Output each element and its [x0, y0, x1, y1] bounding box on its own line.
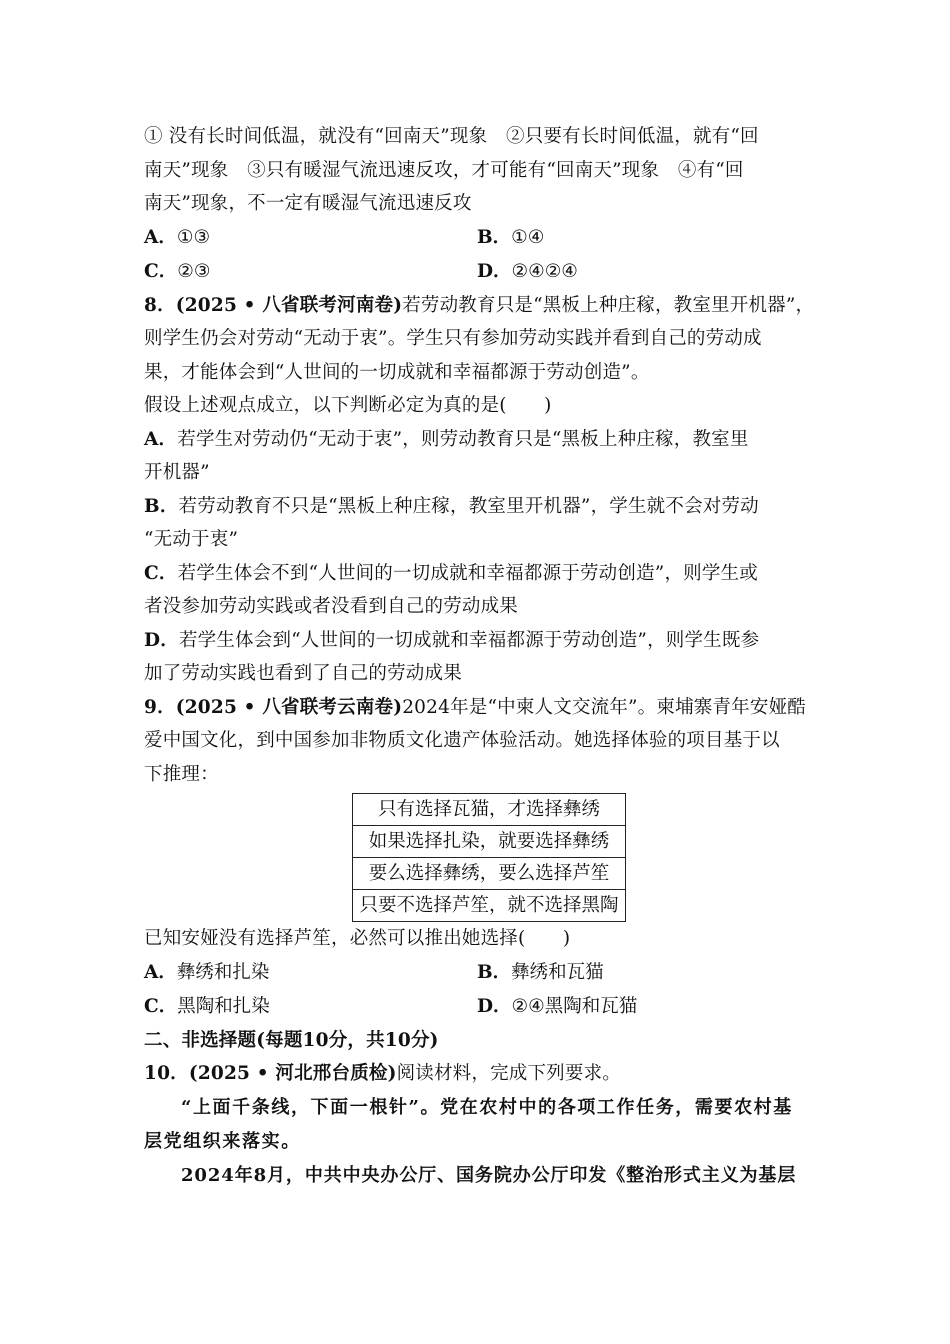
q7-option-b: B．①④ [477, 226, 545, 248]
q9-stem [144, 691, 810, 792]
table-row [353, 890, 625, 922]
table-row [353, 826, 625, 858]
q7-option-d: D．②④②④ [477, 260, 578, 282]
q9-option-d: D．②④黑陶和瓦猫 [477, 995, 638, 1017]
q8-stem [144, 289, 815, 423]
q8-question: 假设上述观点成立，以下判断必定为真的是( ) [144, 395, 552, 416]
material-line: “上面千条线，下面一根针”。党在农村中的各项工作任务，需要农村基 [181, 1096, 793, 1118]
q8-option-d: D．若学生体会到“人世间的一切成就和幸福都源于劳动创造”，则学生既参 加了劳动实践也看到了自己的劳动成果 [144, 629, 760, 684]
q9-option-c: C．黑陶和扎染 [144, 995, 270, 1017]
q8-source: (2025 • 八省联考河南卷) [175, 294, 403, 316]
q8-stem-line: 8．(2025 • 八省联考河南卷)若劳动教育只是“黑板上种庄稼，教室里开机器”， [144, 294, 815, 316]
q7-options-row-1 [144, 221, 810, 255]
q10-stem: 10．(2025 • 河北邢台质检)阅读材料，完成下列要求。 [144, 1063, 621, 1084]
q9-stem-line: 下推理： [144, 763, 219, 785]
q10-material [144, 1091, 810, 1193]
q9-stem-line: 爱中国文化，到中国参加非物质文化遗产体验活动。她选择体验的项目基于以 [144, 730, 780, 751]
q9-question: 已知安娅没有选择芦笙，必然可以推出她选择( ) [144, 928, 571, 949]
q9-reasoning-table-wrapper [168, 793, 810, 922]
q10-number: 10． [144, 1063, 189, 1084]
material-line: 2024年8月，中共中央办公厅、国务院办公厅印发《整治形式主义为基层 [181, 1164, 797, 1186]
table-cell: 如果选择扎染，就要选择彝绣 [353, 826, 625, 858]
q9-options-row-1 [144, 956, 810, 990]
q9-source: (2025 • 八省联考云南卷) [175, 696, 403, 718]
q8-option-c: C．若学生体会不到“人世间的一切成就和幸福都源于劳动创造”，则学生或 者没参加劳动实践或者没看到自己的劳动成果 [144, 562, 758, 617]
q8-number: 8． [144, 294, 176, 316]
table-cell: 只有选择瓦猫，才选择彝绣 [353, 794, 625, 826]
q7-options-row-2 [144, 255, 810, 289]
table-row [353, 794, 625, 826]
q8-stem-line: 则学生仍会对劳动“无动于衷”。学生只有参加劳动实践并看到自己的劳动成 [144, 328, 762, 349]
q10-source: (2025 • 河北邢台质检) [188, 1063, 397, 1084]
q7-statement-line: ① 没有长时间低温，就没有“回南天”现象 ②只要有长时间低温，就有“回 [144, 126, 759, 147]
q9-reasoning-table [352, 793, 625, 922]
q9-stem-line: 9．(2025 • 八省联考云南卷)2024年是“中柬人文交流年”。柬埔寨青年安娅酷 [144, 696, 806, 718]
q8-option-b: B．若劳动教育不只是“黑板上种庄稼，教室里开机器”，学生就不会对劳动 “无动于衷” [144, 495, 759, 550]
table-row [353, 858, 625, 890]
q7-statements [144, 120, 810, 221]
table-cell: 要么选择彝绣，要么选择芦笙 [353, 858, 625, 890]
q7-statement-line: 南天”现象，不一定有暖湿气流迅速反攻 [144, 193, 472, 214]
section-heading: 二、非选择题(每题10分，共10分) [144, 1029, 439, 1051]
q7-option-a: A．①③ [144, 226, 211, 248]
q8-option-a: A．若学生对劳动仍“无动于衷”，则劳动教育只是“黑板上种庄稼，教室里 开机器” [144, 428, 749, 483]
q9-option-a: A．彝绣和扎染 [144, 961, 270, 983]
q8-stem-line: 果，才能体会到“人世间的一切成就和幸福都源于劳动创造”。 [144, 361, 650, 383]
q9-options-row-2 [144, 990, 810, 1024]
page-content [144, 120, 815, 1193]
q7-option-c: C．②③ [144, 260, 211, 282]
table-cell: 只要不选择芦笙，就不选择黑陶 [353, 890, 625, 922]
q9-option-b: B．彝绣和瓦猫 [477, 961, 604, 983]
q9-number: 9． [144, 696, 176, 718]
material-line: 层党组织来落实。 [144, 1130, 301, 1152]
q7-statement-line: 南天”现象 ③只有暖湿气流迅速反攻，才可能有“回南天”现象 ④有“回 [144, 159, 744, 181]
